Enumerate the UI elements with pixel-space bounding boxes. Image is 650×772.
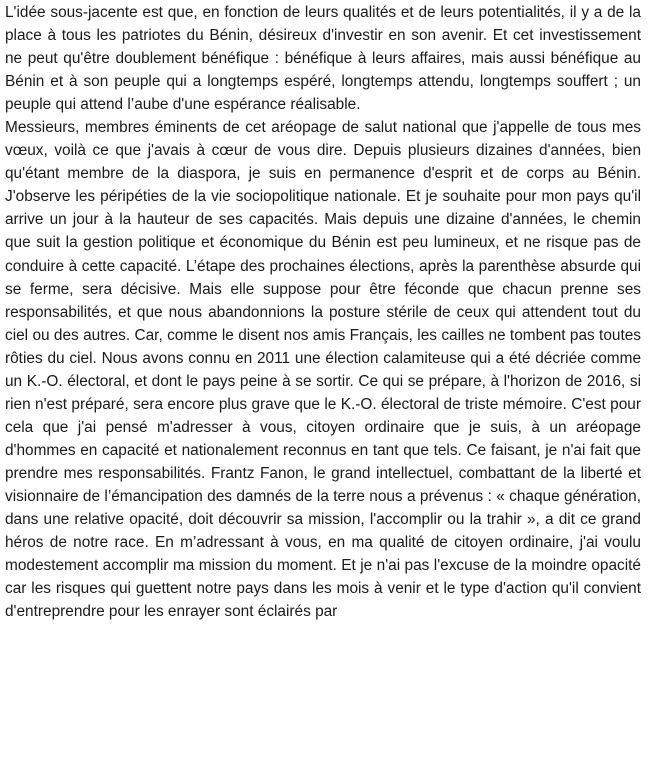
paragraph-1: L'idée sous-jacente est que, en fonction de leurs qualités et de leurs potentialités, il y a de la place à tous les patriotes du Bénin, désireux d'investir en son avenir. Et cet investissement ne peut qu'être doublement bénéfique : bénéfique à leurs affaires, mais aussi bénéfique au Bénin et à son peuple qui a longtemps espéré, longtemps attendu, longtemps souffert ; un peuple qui attend l’aube d'une espérance réalisable. — [5, 4, 641, 114]
paragraph-2: Messieurs, membres éminents de cet aréopage de salut national que j'appelle de tous mes vœux, voilà ce que j'avais à cœur de vous dire. Depuis plusieurs dizaines d'années, bien qu'étant membre de la diaspora, je suis en permanence d'esprit et de corps au Bénin. J'observe les péripéties de la vie sociopolitique nationale. Et je souhaite pour mon pays qu'il arrive un jour à la hauteur de ses capacités. Mais depuis une dizaine d'années, le chemin que suit la gestion politique et économique du Bénin est peu lumineux, et ne risque pas de conduire à cette capacité. L’étape des prochaines élections, après la parenthèse absurde qui se ferme, sera décisive. Mais elle suppose pour être féconde que chacun prenne ses responsabilités, et que nous abandonnions la posture stérile de ceux qui attendent tout du ciel ou des autres. Car, comme le disent nos amis Français, les cailles ne tombent pas toutes rôties du ciel. Nous avons connu en 2011 une élection calamiteuse qui a été décriée comme un K.-O. électoral, et dont le pays peine à se sortir. Ce qui se prépare, à l'horizon de 2016, si rien n'est préparé, sera encore plus grave que le K.-O. électoral de triste mémoire. C'est pour cela que j'ai pensé m'adresser à vous, citoyen ordinaire que je suis, à un aréopage d'hommes en capacité et nationalement reconnus en tant que tels. Ce faisant, je n'ai fait que prendre mes responsabilités. Frantz Fanon, le grand intellectuel, combattant de la liberté et visionnaire de l’émancipation des damnés de la terre nous a prévenus : « chaque génération, dans une relative opacité, doit découvrir sa mission, l'accomplir ou la trahir », a dit ce grand héros de notre race. En m’adressant à vous, en ma qualité de citoyen ordinaire, j'ai voulu modestement accomplir ma mission du moment. Et je n'ai pas l'excuse de la moindre opacité car les risques qui guettent notre pays dans les mois à venir et le type d'action qu'il convient d'entreprendre pour les enrayer sont éclairés par — [5, 119, 641, 621]
